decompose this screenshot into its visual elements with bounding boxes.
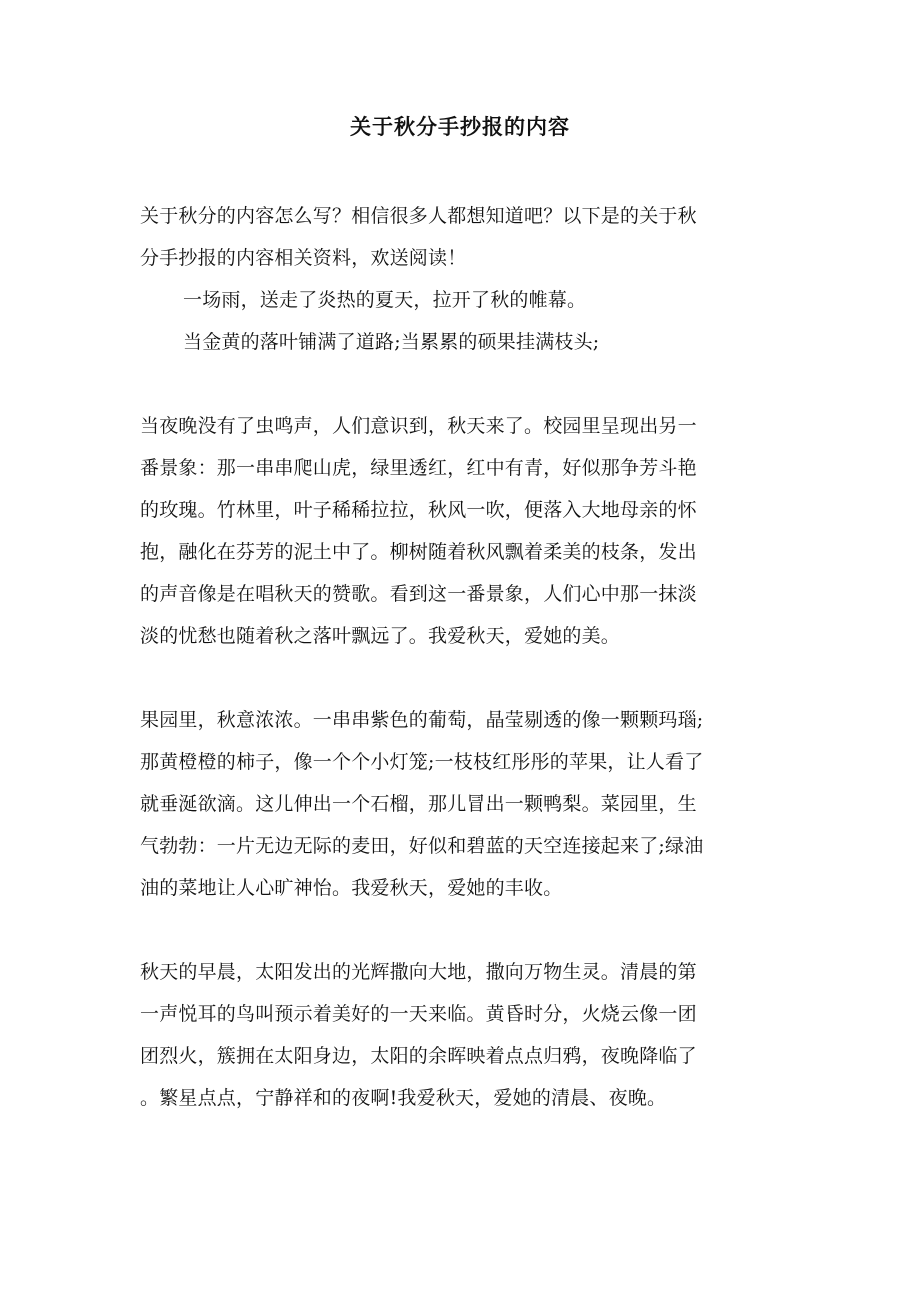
- paragraph-3-line-4: 。繁星点点，宁静祥和的夜啊!我爱秋天，爱她的清晨、夜晚。: [140, 1087, 667, 1109]
- paragraph-3-line-2: 一声悦耳的鸟叫预示着美好的一天来临。黄昏时分，火烧云像一团: [140, 1003, 697, 1025]
- paragraph-2-line-2: 那黄橙橙的柿子，像一个个小灯笼;一枝枝红彤彤的苹果，让人看了: [140, 751, 704, 773]
- indented-line-2: 当金黄的落叶铺满了道路;当累累的硕果挂满枝头;: [183, 331, 600, 353]
- paragraph-1-line-3: 的玫瑰。竹林里，叶子稀稀拉拉，秋风一吹，便落入大地母亲的怀: [140, 499, 697, 521]
- paragraph-3-line-1: 秋天的早晨，太阳发出的光辉撒向大地，撒向万物生灵。清晨的第: [140, 961, 697, 983]
- paragraph-1-line-1: 当夜晚没有了虫鸣声，人们意识到，秋天来了。校园里呈现出另一: [140, 415, 697, 437]
- paragraph-1-line-2: 番景象：那一串串爬山虎，绿里透红，红中有青，好似那争芳斗艳: [140, 457, 697, 479]
- indented-line-1: 一场雨，送走了炎热的夏天，拉开了秋的帷幕。: [183, 289, 587, 311]
- document-title: 关于秋分手抄报的内容: [350, 115, 570, 139]
- intro-line-1: 关于秋分的内容怎么写？相信很多人都想知道吧？以下是的关于秋: [140, 205, 697, 227]
- paragraph-3-line-3: 团烈火，簇拥在太阳身边，太阳的余晖映着点点归鸦，夜晚降临了: [140, 1045, 697, 1067]
- paragraph-2-line-4: 气勃勃：一片无边无际的麦田，好似和碧蓝的天空连接起来了;绿油: [140, 835, 704, 857]
- paragraph-1-line-6: 淡的忧愁也随着秋之落叶飘远了。我爱秋天，爱她的美。: [140, 625, 621, 647]
- intro-line-2: 分手抄报的内容相关资料，欢送阅读！: [140, 247, 467, 269]
- paragraph-1-line-4: 抱，融化在芬芳的泥土中了。柳树随着秋风飘着柔美的枝条，发出: [140, 541, 697, 563]
- paragraph-2-line-5: 油的菜地让人心旷神怡。我爱秋天，爱她的丰收。: [140, 877, 563, 899]
- paragraph-2-line-3: 就垂涎欲滴。这儿伸出一个石榴，那儿冒出一颗鸭梨。菜园里，生: [140, 793, 697, 815]
- paragraph-2-line-1: 果园里，秋意浓浓。一串串紫色的葡萄，晶莹剔透的像一颗颗玛瑙;: [140, 709, 704, 731]
- paragraph-1-line-5: 的声音像是在唱秋天的赞歌。看到这一番景象，人们心中那一抹淡: [140, 583, 697, 605]
